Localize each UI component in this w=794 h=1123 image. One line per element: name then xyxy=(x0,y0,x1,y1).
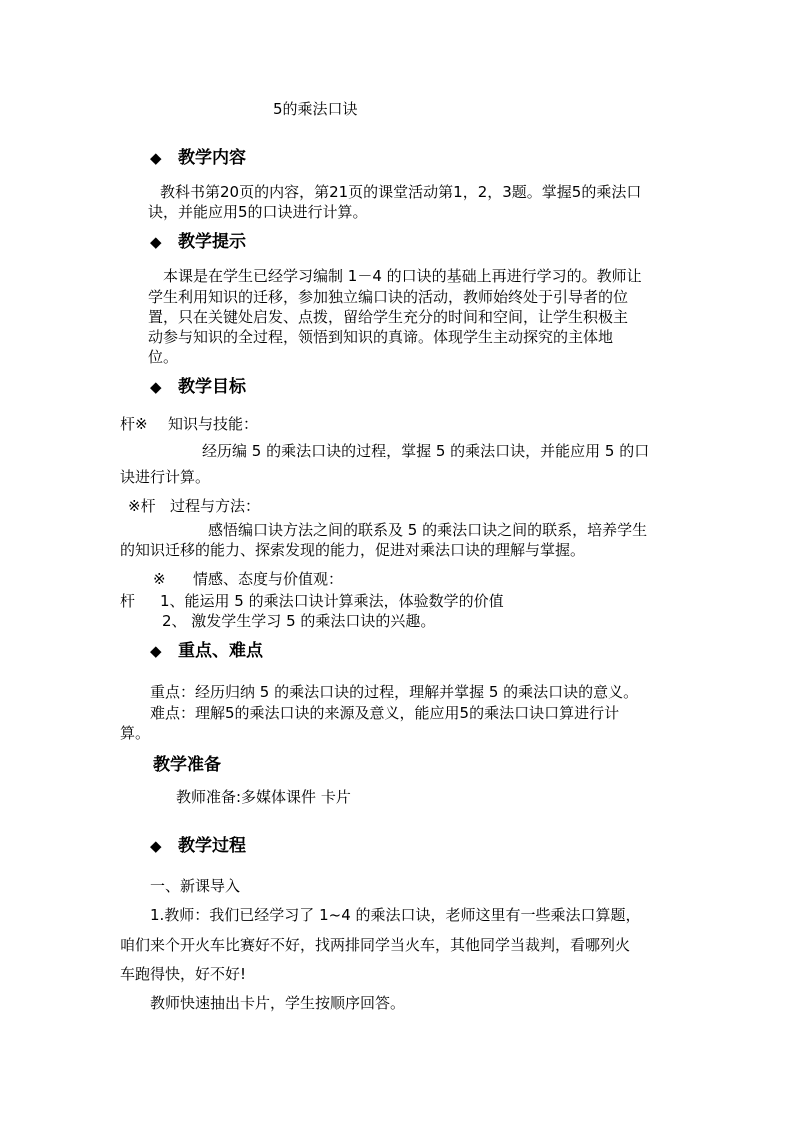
section-heading-process: ◆ 教学过程 xyxy=(150,836,246,856)
difficulty-line-2: 算。 xyxy=(120,724,151,742)
diamond-bullet-icon: ◆ xyxy=(150,642,162,660)
goal-knowledge-mark: 杆※ xyxy=(120,415,148,433)
process-line-3: 车跑得快，好不好! xyxy=(120,965,247,983)
goal-process-line-2: 的知识迁移的能力、探索发现的能力，促进对乘法口诀的理解与掌握。 xyxy=(120,541,586,559)
process-subheading: 一、新课导入 xyxy=(150,877,241,895)
goal-process-line-1: 感悟编口诀方法之间的联系及 5 的乘法口诀之间的联系，培养学生 xyxy=(208,521,648,539)
diamond-bullet-icon: ◆ xyxy=(150,149,162,167)
page-title: 5的乘法口诀 xyxy=(273,100,358,118)
section-heading-hints: ◆ 教学提示 xyxy=(150,232,246,252)
difficulty-line-1: 难点：理解5的乘法口诀的来源及意义，能应用5的乘法口诀口算进行计 xyxy=(150,704,620,722)
goal-knowledge-line-2: 诀进行计算。 xyxy=(120,468,211,486)
section-heading-content: ◆ 教学内容 xyxy=(150,148,246,168)
hints-line-3: 置，只在关键处启发、点拨，留给学生充分的时间和空间，让学生积极主 xyxy=(148,308,629,326)
key-point-line: 重点：经历归纳 5 的乘法口诀的过程，理解并掌握 5 的乘法口诀的意义。 xyxy=(150,683,639,701)
section-heading-goals: ◆ 教学目标 xyxy=(150,377,246,397)
process-line-1: 1.教师：我们已经学习了 1~4 的乘法口诀，老师这里有一些乘法口算题， xyxy=(150,906,641,924)
content-line-2: 诀，并能应用5的口诀进行计算。 xyxy=(148,203,368,221)
process-line-4: 教师快速抽出卡片，学生按顺序回答。 xyxy=(150,994,406,1012)
process-line-2: 咱们来个开火车比赛好不好，找两排同学当火车，其他同学当裁判，看哪列火 xyxy=(120,936,631,954)
goal-knowledge-line-1: 经历编 5 的乘法口诀的过程，掌握 5 的乘法口诀，并能应用 5 的口 xyxy=(202,442,650,460)
goal-emotion-label: 情感、态度与价值观： xyxy=(193,570,344,588)
diamond-bullet-icon: ◆ xyxy=(150,837,162,855)
hints-line-5: 位。 xyxy=(148,348,179,366)
goal-emotion-item-2: 2、 激发学生学习 5 的乘法口诀的兴趣。 xyxy=(162,612,436,630)
goal-emotion-mark-2: 杆 xyxy=(120,592,136,610)
goal-process-label: 过程与方法： xyxy=(170,497,261,515)
goal-emotion-item-1: 1、能运用 5 的乘法口诀计算乘法，体验数学的价值 xyxy=(160,592,504,610)
diamond-bullet-icon: ◆ xyxy=(150,378,162,396)
goal-process-mark: ※杆 xyxy=(128,497,156,515)
section-heading-preparation: 教学准备 xyxy=(153,755,221,775)
hints-line-2: 学生利用知识的迁移，参加独立编口诀的活动，教师始终处于引导者的位 xyxy=(148,288,629,306)
content-line-1: 教科书第20页的内容，第21页的课堂活动第1，2，3题。掌握5的乘法口 xyxy=(160,183,642,201)
hints-line-4: 动参与知识的全过程，领悟到知识的真谛。体现学生主动探究的主体地 xyxy=(148,328,614,346)
preparation-line: 教师准备:多媒体课件 卡片 xyxy=(176,788,351,806)
goal-emotion-mark: ※ xyxy=(153,570,166,588)
section-heading-key-points: ◆ 重点、难点 xyxy=(150,641,263,661)
diamond-bullet-icon: ◆ xyxy=(150,233,162,251)
hints-line-1: 本课是在学生已经学习编制 1－4 的口诀的基础上再进行学习的。教师让 xyxy=(163,267,642,285)
goal-knowledge-label: 知识与技能： xyxy=(168,415,259,433)
